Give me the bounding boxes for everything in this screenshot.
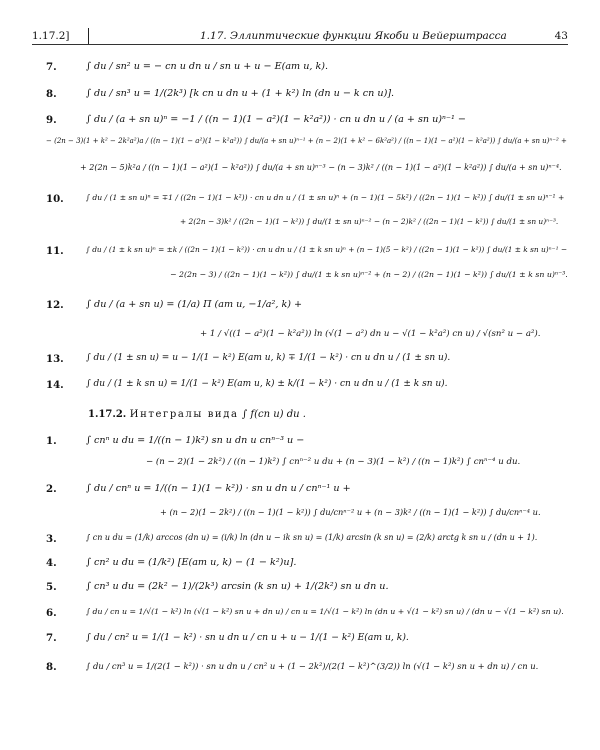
formula-number: 12. — [46, 299, 64, 311]
formula-line: ∫ cn² u du = (1/k²) [E(am u, k) − (1 − k²)u]. — [86, 557, 297, 568]
header-divider — [88, 28, 89, 44]
section-label: 1.17.2. — [88, 409, 127, 420]
formula-line: + 2(2n − 3)k² / ((2n − 1)(1 − k²)) ∫ du/(1 ± sn u)ⁿ⁻² − (n − 2)k² / ((2n − 1)(1 − k²)) ∫ du/(1 ± sn u)ⁿ⁻³. — [180, 217, 559, 226]
header-section-ref: 1.17.2] — [32, 30, 70, 42]
formula-line: ∫ du / (1 ± k sn u) = 1/(1 − k²) E(am u, k) ± k/(1 − k²) · cn u dn u / (1 ± k sn u). — [86, 379, 448, 389]
formula-line: − (n − 2)(1 − 2k²) / ((n − 1)k²) ∫ cnⁿ⁻² u du + (n − 3)(1 − k²) / ((n − 1)k²) ∫ cnⁿ⁻⁴ u du. — [146, 457, 521, 467]
formula-number: 9. — [46, 114, 57, 126]
formula-number: 7. — [46, 632, 57, 644]
formula-number: 2. — [46, 483, 57, 495]
header-title: 1.17. Эллиптические функции Якоби и Вейерштрасса — [200, 30, 507, 42]
formula-number: 5. — [46, 581, 57, 593]
section-heading — [88, 410, 306, 420]
formula-number: 13. — [46, 353, 64, 365]
formula-line: ∫ du / (1 ± sn u)ⁿ = ∓1 / ((2n − 1)(1 − k²)) · cn u dn u / (1 ± sn u)ⁿ + (n − 1)(1 − 5k²) / ((2n − 1)(1 − k²)) ∫ du/(1 ± sn u)ⁿ⁻¹ + — [86, 193, 565, 202]
formula-line: ∫ du / (a + sn u) = (1/a) Π (am u, −1/a², k) + — [86, 299, 303, 310]
formula-line: + (n − 2)(1 − 2k²) / ((n − 1)(1 − k²)) ∫ du/cnⁿ⁻² u + (n − 3)k² / ((n − 1)(1 − k²)) ∫ du/cnⁿ⁻⁴ u. — [160, 507, 541, 517]
formula-line: ∫ du / (a + sn u)ⁿ = −1 / ((n − 1)(1 − a²)(1 − k²a²)) · cn u dn u / (a + sn u)ⁿ⁻¹ − — [86, 114, 466, 125]
formula-number: 14. — [46, 379, 64, 391]
page-number: 43 — [554, 30, 568, 42]
formula-line: ∫ cn³ u du = (2k² − 1)/(2k³) arcsin (k sn u) + 1/(2k²) sn u dn u. — [86, 581, 389, 592]
formula-line: ∫ cnⁿ u du = 1/((n − 1)k²) sn u dn u cnⁿ⁻³ u − — [86, 435, 305, 446]
formula-number: 6. — [46, 607, 57, 619]
formula-number: 8. — [46, 88, 57, 100]
formula-number: 8. — [46, 661, 57, 673]
formula-number: 10. — [46, 193, 64, 205]
formula-number: 4. — [46, 557, 57, 569]
formula-line: ∫ du / cnⁿ u = 1/((n − 1)(1 − k²)) · sn u dn u / cnⁿ⁻¹ u + — [86, 483, 351, 494]
formula-line: ∫ cn u du = (1/k) arccos (dn u) = (i/k) ln (dn u − ik sn u) = (1/k) arcsin (k sn u) = (2/k) arctg k sn u / (dn u + 1). — [86, 533, 538, 542]
formula-line: ∫ du / (1 ± k sn u)ⁿ = ±k / ((2n − 1)(1 − k²)) · cn u dn u / (1 ± k sn u)ⁿ + (n − 1)(5 − k²) / ((2n − 1)(1 − k²)) ∫ du/(1 ± k sn u)ⁿ⁻¹ − — [86, 245, 568, 254]
formula-line: ∫ du / (1 ± sn u) = u − 1/(1 − k²) E(am u, k) ∓ 1/(1 − k²) · cn u dn u / (1 ± sn u). — [86, 353, 451, 363]
section-title: Интегралы вида — [129, 409, 239, 420]
section-formula: ∫ f(cn u) du . — [242, 409, 306, 420]
formula-line: + 2(2n − 5)k²a / ((n − 1)(1 − a²)(1 − k²a²)) ∫ du/(a + sn u)ⁿ⁻³ − (n − 3)k² / ((n − 1)(1 − a²)(1 − k²a²)) ∫ du/(a + sn u)ⁿ⁻⁴. — [80, 163, 562, 172]
formula-number: 7. — [46, 61, 57, 73]
running-header — [32, 30, 568, 44]
formula-line: + 1 / √((1 − a²)(1 − k²a²)) ln (√(1 − a²) dn u − √(1 − k²a²) cn u) / √(sn² u − a²). — [200, 329, 541, 339]
formula-number: 1. — [46, 435, 57, 447]
formula-line: ∫ du / cn³ u = 1/(2(1 − k²)) · sn u dn u / cn² u + (1 − 2k²)/(2(1 − k²)^(3/2)) ln (√(1 − k²) sn u + dn u) / cn u. — [86, 661, 539, 671]
formula-line: ∫ du / sn³ u = 1/(2k³) [k cn u dn u + (1 + k²) ln (dn u − k cn u)]. — [86, 88, 395, 99]
formula-number: 11. — [46, 245, 64, 257]
formula-line: − 2(2n − 3) / ((2n − 1)(1 − k²)) ∫ du/(1 ± k sn u)ⁿ⁻² + (n − 2) / ((2n − 1)(1 − k²)) ∫ du/(1 ± k sn u)ⁿ⁻³. — [170, 270, 568, 279]
formula-number: 3. — [46, 533, 57, 545]
formula-line: − (2n − 3)(1 + k² − 2k²a²)a / ((n − 1)(1 − a²)(1 − k²a²)) ∫ du/(a + sn u)ⁿ⁻¹ + (n − 2)(1 + k² − 6k²a²) / ((n − 1)(1 − a²)(1 − k²a²)) ∫ du/(a + sn u)ⁿ⁻² + — [46, 137, 567, 145]
formula-line: ∫ du / sn² u = − cn u dn u / sn u + u − E(am u, k). — [86, 61, 329, 72]
formula-line: ∫ du / cn² u = 1/(1 − k²) · sn u dn u / cn u + u − 1/(1 − k²) E(am u, k). — [86, 632, 409, 643]
header-rule — [32, 44, 568, 45]
formula-line: ∫ du / cn u = 1/√(1 − k²) ln (√(1 − k²) sn u + dn u) / cn u = 1/√(1 − k²) ln (dn u + √(1 − k²) sn u) / (dn u − √(1 − k²) sn u). — [86, 607, 564, 616]
